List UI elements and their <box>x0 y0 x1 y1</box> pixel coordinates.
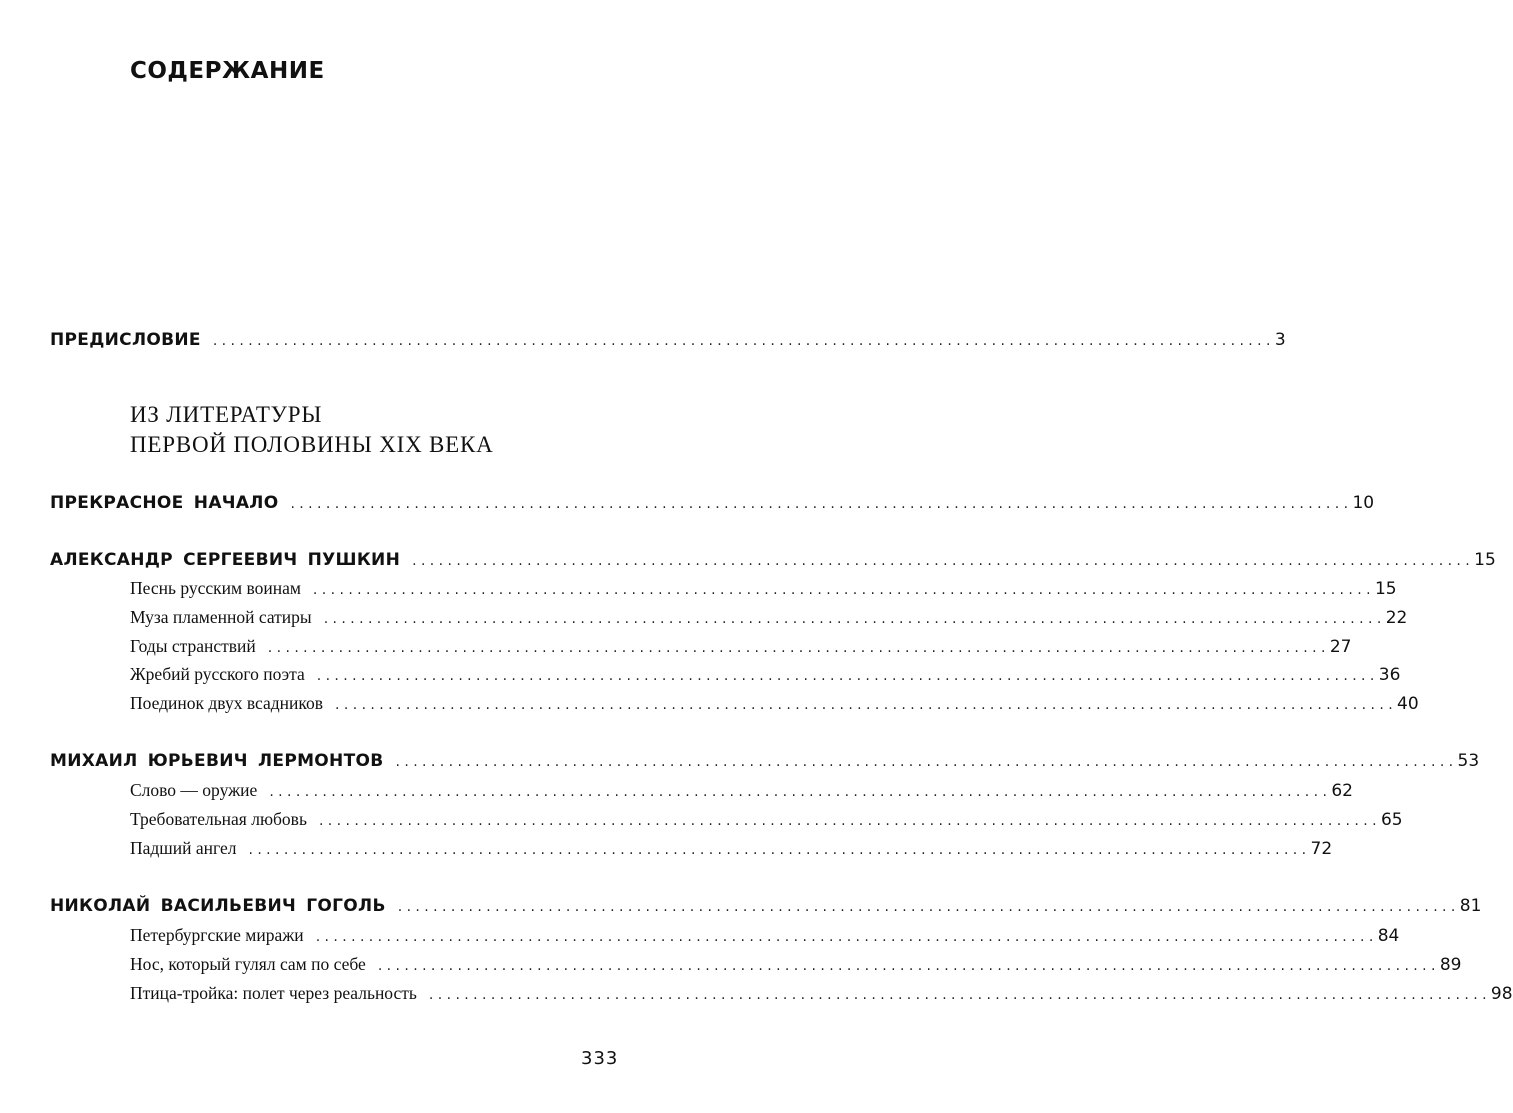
toc-page-number: 22 <box>1385 608 1408 628</box>
toc-entry-label: МИХАИЛ ЮРЬЕВИЧ ЛЕРМОНТОВ <box>50 751 384 771</box>
toc-subentry <box>130 925 1400 946</box>
toc-subentry-label: Слово — оружие <box>130 780 258 800</box>
toc-page-number: 36 <box>1378 665 1401 685</box>
page-number: 333 <box>581 1048 619 1069</box>
section-heading-line: ИЗ ЛИТЕРАТУРЫ <box>130 402 323 427</box>
toc-subentry-label: Годы странствий <box>130 636 256 656</box>
toc-page-number: 98 <box>1490 984 1513 1004</box>
toc-entry-label: АЛЕКСАНДР СЕРГЕЕВИЧ ПУШКИН <box>50 550 401 570</box>
toc-entry-intro <box>50 493 1375 513</box>
toc-entry-label: ПРЕКРАСНОЕ НАЧАЛО <box>50 493 279 513</box>
dot-leader: ........................................................................................................................ <box>269 784 1332 800</box>
dot-leader: ........................................................................................................................ <box>412 553 1475 569</box>
toc-subentry <box>130 578 1397 599</box>
toc-subentry-label: Жребий русского поэта <box>130 664 305 684</box>
toc-entry-lermontov <box>50 751 1480 771</box>
dot-leader: ........................................................................................................................ <box>428 987 1491 1003</box>
toc-entry-label: ПРЕДИСЛОВИЕ <box>50 330 201 350</box>
dot-leader: ........................................................................................................................ <box>267 640 1330 656</box>
dot-leader: ........................................................................................................................ <box>397 899 1460 915</box>
toc-page-number: 53 <box>1457 751 1480 771</box>
toc-page-number: 15 <box>1474 550 1496 570</box>
toc-subentry <box>130 983 1513 1004</box>
dot-leader: ........................................................................................................................ <box>290 496 1353 512</box>
toc-page-number: 10 <box>1352 493 1375 513</box>
toc-subentry-label: Падший ангел <box>130 838 237 858</box>
toc-subentry-label: Нос, который гулял сам по себе <box>130 954 366 974</box>
toc-subentry <box>130 693 1419 714</box>
dot-leader: ........................................................................................................................ <box>312 582 1375 598</box>
toc-page-number: 72 <box>1310 839 1333 859</box>
toc-subentry <box>130 954 1462 975</box>
dot-leader: ........................................................................................................................ <box>318 813 1381 829</box>
toc-subentry <box>130 838 1333 859</box>
dot-leader: ........................................................................................................................ <box>377 958 1440 974</box>
toc-subentry-label: Требовательная любовь <box>130 809 307 829</box>
toc-subentry <box>130 664 1401 685</box>
toc-page-number: 40 <box>1397 694 1419 714</box>
dot-leader: ........................................................................................................................ <box>335 697 1398 713</box>
dot-leader: ........................................................................................................................ <box>323 611 1386 627</box>
toc-subentry-label: Муза пламенной сатиры <box>130 607 312 627</box>
toc-entry-pushkin <box>50 550 1496 570</box>
toc-page-number: 3 <box>1274 330 1286 350</box>
dot-leader: ........................................................................................................................ <box>248 842 1311 858</box>
toc-subentry <box>130 636 1352 657</box>
toc-subentry <box>130 780 1353 801</box>
toc-page-number: 62 <box>1331 781 1353 801</box>
section-heading-line: ПЕРВОЙ ПОЛОВИНЫ XIX ВЕКА <box>130 432 494 457</box>
toc-page-number: 65 <box>1380 810 1403 830</box>
toc-subentry-label: Поединок двух всадников <box>130 693 324 713</box>
toc-subentry <box>130 607 1408 628</box>
dot-leader: ........................................................................................................................ <box>212 333 1275 349</box>
toc-subentry-label: Песнь русским воинам <box>130 578 301 598</box>
toc-page-number: 15 <box>1374 579 1397 599</box>
toc-page-number: 81 <box>1459 896 1482 916</box>
section-heading <box>130 400 494 460</box>
toc-page-number: 27 <box>1329 637 1352 657</box>
toc-entry-gogol <box>50 896 1482 916</box>
toc-subentry <box>130 809 1403 830</box>
toc-page-number: 89 <box>1439 955 1462 975</box>
page-title: СОДЕРЖАНИЕ <box>130 58 325 84</box>
toc-page-number: 84 <box>1377 926 1400 946</box>
toc-subentry-label: Птица-тройка: полет через реальность <box>130 983 417 1003</box>
toc-entry-label: НИКОЛАЙ ВАСИЛЬЕВИЧ ГОГОЛЬ <box>50 896 386 916</box>
dot-leader: ........................................................................................................................ <box>395 754 1458 770</box>
dot-leader: ........................................................................................................................ <box>316 668 1379 684</box>
toc-subentry-label: Петербургские миражи <box>130 925 304 945</box>
dot-leader: ........................................................................................................................ <box>315 929 1378 945</box>
toc-entry-preface <box>50 330 1286 350</box>
